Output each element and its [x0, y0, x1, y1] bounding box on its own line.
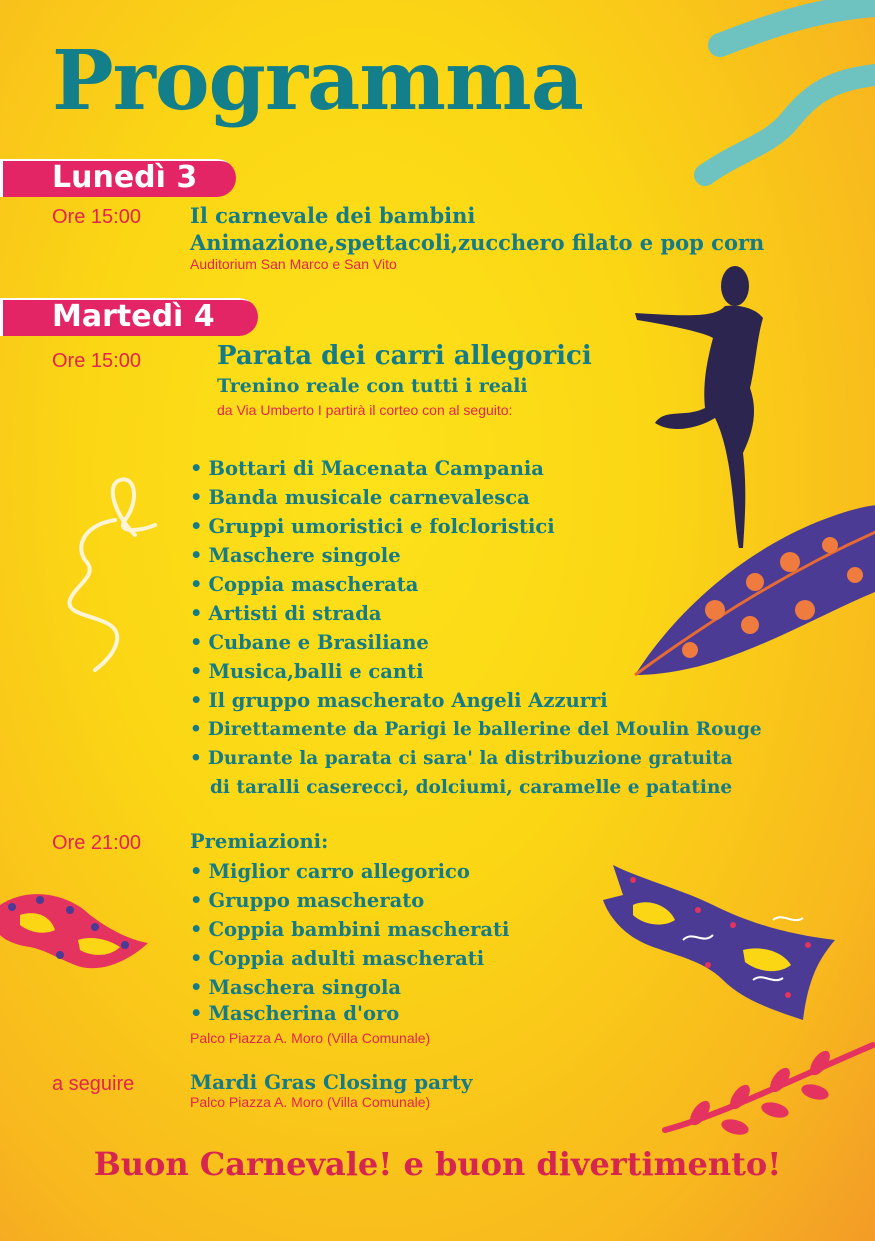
list-item: • Bottari di Macenata Campania — [190, 457, 544, 480]
awards-title: Premiazioni: — [190, 830, 329, 853]
event-details-kids-carnival: Animazione,spettacoli,zucchero filato e pop corn — [190, 230, 765, 255]
list-item: • Musica,balli e canti — [190, 660, 424, 683]
feather-decoration — [630, 500, 875, 680]
list-item: • Maschera singola — [190, 976, 402, 999]
list-item: • Maschere singole — [190, 544, 401, 567]
pink-branch-decoration — [660, 1035, 875, 1140]
white-squiggle-decoration — [55, 475, 165, 675]
venue-awards: Palco Piazza A. Moro (Villa Comunale) — [190, 1030, 431, 1046]
list-item: • Coppia adulti mascherati — [190, 947, 485, 970]
list-item: • Durante la parata ci sara' la distribuzione gratuita — [190, 748, 733, 769]
page-title: Programma — [52, 33, 583, 129]
list-item: • Artisti di strada — [190, 602, 382, 625]
event-title-kids-carnival: Il carnevale dei bambini — [190, 203, 476, 228]
list-item: • Coppia mascherata — [190, 573, 419, 596]
time-afterwards: a seguire — [52, 1073, 135, 1095]
pink-mask-decoration — [0, 885, 150, 980]
list-item: • Il gruppo mascherato Angeli Azzurri — [190, 689, 608, 712]
list-item: • Gruppo mascherato — [190, 889, 425, 912]
event-title-parade: Parata dei carri allegorici — [217, 341, 592, 371]
venue-party: Palco Piazza A. Moro (Villa Comunale) — [190, 1094, 431, 1110]
day-tab-monday: Lunedì 3 — [0, 159, 236, 197]
list-item: • Direttamente da Parigi le ballerine del Moulin Rouge — [190, 719, 762, 740]
party-title: Mardi Gras Closing party — [190, 1070, 473, 1094]
list-item: • Coppia bambini mascherati — [190, 918, 510, 941]
time-tuesday-2100: Ore 21:00 — [52, 832, 141, 854]
teal-ribbon-decoration — [690, 0, 875, 200]
day-tab-tuesday: Martedì 4 — [0, 298, 258, 336]
list-item: • Mascherina d'oro — [190, 1002, 400, 1025]
closing-greeting: Buon Carnevale! e buon divertimento! — [93, 1145, 782, 1183]
purple-mask-decoration — [603, 860, 838, 1025]
list-item: • Cubane e Brasiliane — [190, 631, 429, 654]
event-subtitle-train: Trenino reale con tutti i reali — [217, 375, 528, 397]
awards-list — [190, 857, 509, 1026]
venue-auditorium: Auditorium San Marco e San Vito — [190, 256, 397, 272]
list-item: • Gruppi umoristici e folcloristici — [190, 515, 555, 538]
time-monday-1500: Ore 15:00 — [52, 206, 141, 228]
list-item: • Miglior carro allegorico — [190, 860, 470, 883]
time-tuesday-1500: Ore 15:00 — [52, 350, 141, 372]
parade-route-note: da Via Umberto I partirà il corteo con al seguito: — [217, 402, 513, 418]
list-item: • Banda musicale carnevalesca — [190, 486, 530, 509]
list-item-continuation: di taralli caserecci, dolciumi, caramelle e patatine — [210, 777, 733, 798]
